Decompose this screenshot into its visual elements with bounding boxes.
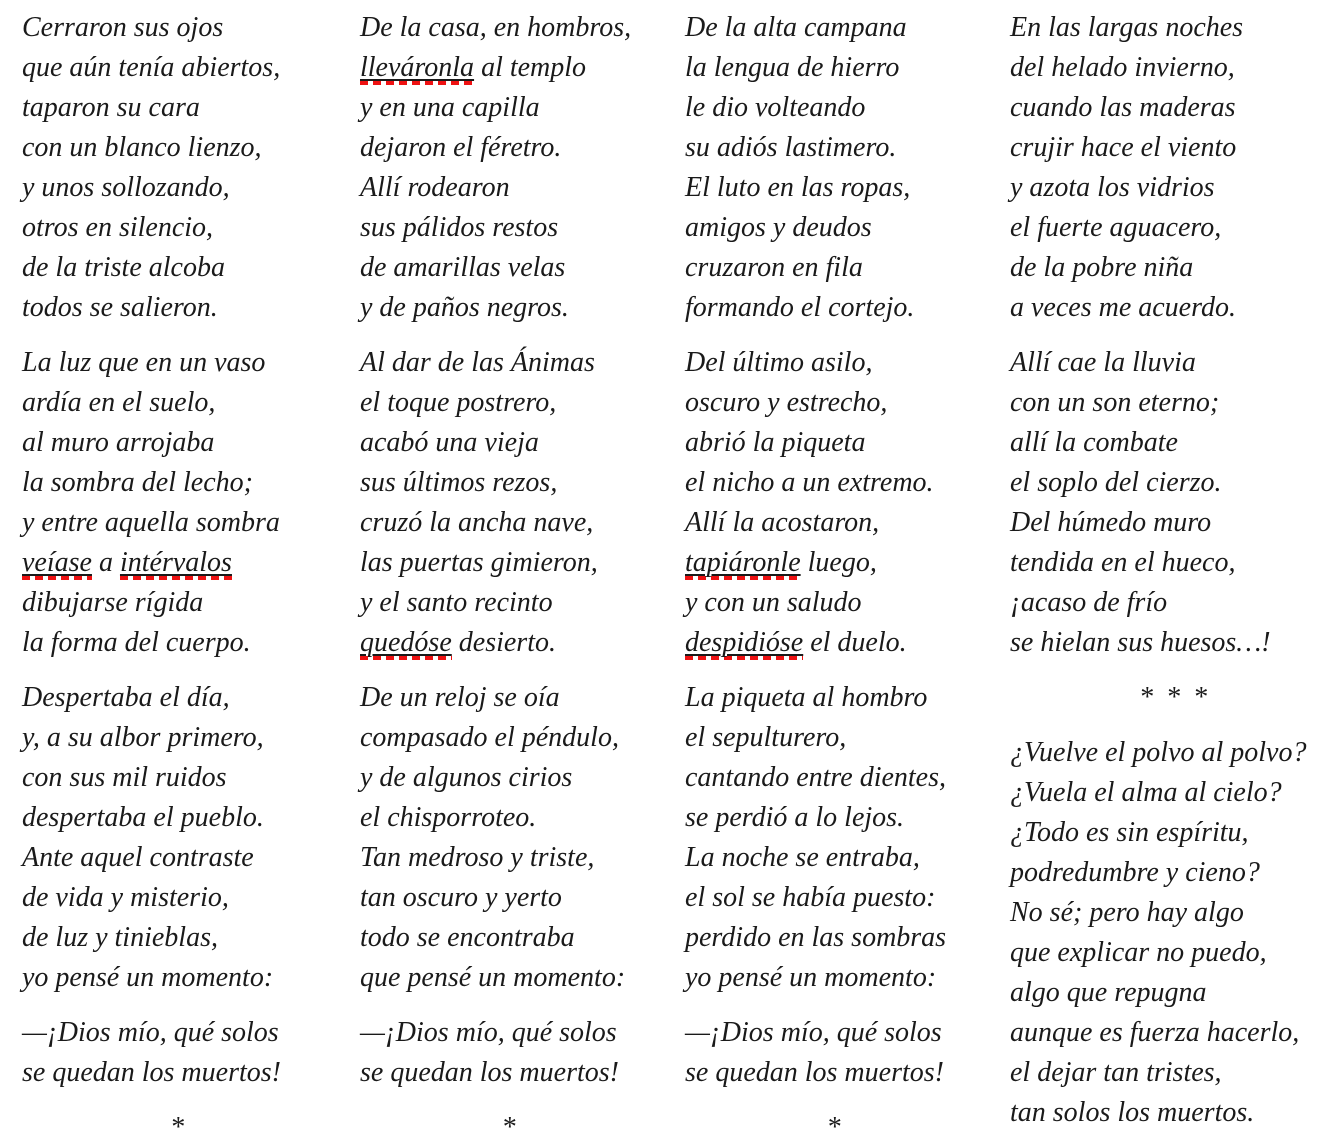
verse-line: Despertaba el día, xyxy=(22,682,230,713)
verse-line: con sus mil ruidos xyxy=(22,762,227,793)
verse-line: podredumbre y cieno? xyxy=(1010,857,1260,888)
stanza-separator-asterisks: * * * xyxy=(1139,682,1207,713)
verse-line: el chisporroteo. xyxy=(360,802,537,833)
stanza xyxy=(22,1013,360,1093)
stanza xyxy=(685,1013,1010,1093)
verse-line: Tan medroso y triste, xyxy=(360,842,595,873)
verse-line: se perdió a lo lejos. xyxy=(685,802,905,833)
verse-line: La noche se entraba, xyxy=(685,842,920,873)
verse-line: formando el cortejo. xyxy=(685,292,915,323)
annotated-word[interactable]: lleváronla xyxy=(360,52,475,83)
verse-line xyxy=(360,623,685,663)
verse-line: De la casa, en hombros, xyxy=(360,12,632,43)
verse-line: dejaron el féretro. xyxy=(360,132,562,163)
section-break-asterisk: * xyxy=(826,1112,841,1143)
verse-line: Del último asilo, xyxy=(685,347,873,378)
verse-line: Al dar de las Ánimas xyxy=(360,347,595,378)
verse-line: con un blanco lienzo, xyxy=(22,132,262,163)
verse-line: acabó una vieja xyxy=(360,427,539,458)
verse-line: En las largas noches xyxy=(1010,12,1244,43)
verse-line: de amarillas velas xyxy=(360,252,566,283)
verse-line: y de paños negros. xyxy=(360,292,569,323)
verse-line: Allí rodearon xyxy=(360,172,510,203)
verse-line: ¿Vuelve el polvo al polvo? xyxy=(1010,737,1307,768)
verse-line xyxy=(22,543,360,583)
verse-line: —¡Dios mío, qué solos xyxy=(685,1017,942,1048)
poem-column-2 xyxy=(360,8,685,1146)
stanza xyxy=(685,343,1010,663)
verse-line: la forma del cuerpo. xyxy=(22,627,251,658)
verse-line: otros en silencio, xyxy=(22,212,214,243)
verse-line: abrió la piqueta xyxy=(685,427,866,458)
verse-line: y con un saludo xyxy=(685,587,862,618)
verse-line: de la pobre niña xyxy=(1010,252,1194,283)
verse-line: y el santo recinto xyxy=(360,587,553,618)
annotated-word[interactable]: quedóse xyxy=(360,627,452,658)
verse-line: sus pálidos restos xyxy=(360,212,559,243)
verse-line: cruzó la ancha nave, xyxy=(360,507,594,538)
stanza xyxy=(685,8,1010,328)
verse-line: cuando las maderas xyxy=(1010,92,1236,123)
verse-line: las puertas gimieron, xyxy=(360,547,598,578)
verse-line: la lengua de hierro xyxy=(685,52,900,83)
annotated-word[interactable]: intérvalos xyxy=(119,547,232,578)
verse-text: a xyxy=(91,547,120,578)
verse-line: y azota los vidrios xyxy=(1010,172,1215,203)
verse-line: —¡Dios mío, qué solos xyxy=(22,1017,279,1048)
verse-line: perdido en las sombras xyxy=(685,922,947,953)
verse-line: la sombra del lecho; xyxy=(22,467,253,498)
verse-text: el duelo. xyxy=(803,627,907,658)
verse-line: De la alta campana xyxy=(685,12,907,43)
verse-line: algo que repugna xyxy=(1010,977,1207,1008)
verse-line: cantando entre dientes, xyxy=(685,762,947,793)
verse-line: De un reloj se oía xyxy=(360,682,560,713)
verse-line: y, a su albor primero, xyxy=(22,722,264,753)
verse-line: el soplo del cierzo. xyxy=(1010,467,1222,498)
verse-line: Allí cae la lluvia xyxy=(1010,347,1196,378)
verse-line: tendida en el hueco, xyxy=(1010,547,1236,578)
verse-line: —¡Dios mío, qué solos xyxy=(360,1017,617,1048)
verse-line: que aún tenía abiertos, xyxy=(22,52,281,83)
verse-line: de luz y tinieblas, xyxy=(22,922,218,953)
verse-line: Del húmedo muro xyxy=(1010,507,1212,538)
stanza xyxy=(1010,733,1336,1133)
verse-line: yo pensé un momento: xyxy=(685,962,937,993)
verse-line: al muro arrojaba xyxy=(22,427,215,458)
verse-line: ¿Todo es sin espíritu, xyxy=(1010,817,1249,848)
verse-line: Cerraron sus ojos xyxy=(22,12,224,43)
verse-line: se quedan los muertos! xyxy=(22,1057,281,1088)
stanza xyxy=(685,678,1010,998)
annotated-word[interactable]: despidióse xyxy=(685,627,804,658)
verse-line: La piqueta al hombro xyxy=(685,682,928,713)
stanza xyxy=(360,678,685,998)
verse-line: con un son eterno; xyxy=(1010,387,1220,418)
stanza xyxy=(360,1013,685,1093)
verse-line: se quedan los muertos! xyxy=(360,1057,619,1088)
verse-line: y entre aquella sombra xyxy=(22,507,280,538)
verse-line: Allí la acostaron, xyxy=(685,507,880,538)
verse-line: tan solos los muertos. xyxy=(1010,1097,1255,1128)
stanza xyxy=(22,678,360,998)
verse-line: tan oscuro y yerto xyxy=(360,882,562,913)
verse-text: al templo xyxy=(474,52,587,83)
poem-column-1 xyxy=(22,8,360,1146)
verse-line: despertaba el pueblo. xyxy=(22,802,264,833)
verse-line: todo se encontraba xyxy=(360,922,575,953)
verse-line: cruzaron en fila xyxy=(685,252,863,283)
stanza xyxy=(22,8,360,328)
verse-line: amigos y deudos xyxy=(685,212,872,243)
verse-line: ardía en el suelo, xyxy=(22,387,216,418)
verse-line: de vida y misterio, xyxy=(22,882,229,913)
verse-line: se quedan los muertos! xyxy=(685,1057,944,1088)
poem-column-4 xyxy=(1010,8,1336,1146)
verse-line: ¿Vuela el alma al cielo? xyxy=(1010,777,1282,808)
verse-line: ¡acaso de frío xyxy=(1010,587,1168,618)
section-break-asterisk: * xyxy=(170,1112,184,1143)
annotated-word[interactable]: veíase xyxy=(22,547,92,578)
verse-line: La luz que en un vaso xyxy=(22,347,266,378)
verse-line: y unos sollozando, xyxy=(22,172,230,203)
verse-line: crujir hace el viento xyxy=(1010,132,1237,163)
verse-line: el sol se había puesto: xyxy=(685,882,936,913)
verse-line: le dio volteando xyxy=(685,92,866,123)
verse-line: del helado invierno, xyxy=(1010,52,1235,83)
stanza xyxy=(360,343,685,663)
verse-line: que explicar no puedo, xyxy=(1010,937,1267,968)
verse-line: allí la combate xyxy=(1010,427,1178,458)
verse-line: Ante aquel contraste xyxy=(22,842,254,873)
verse-line: compasado el péndulo, xyxy=(360,722,619,753)
verse-line: aunque es fuerza hacerlo, xyxy=(1010,1017,1300,1048)
verse-line xyxy=(685,543,1010,583)
verse-line: sus últimos rezos, xyxy=(360,467,558,498)
verse-line: el toque postrero, xyxy=(360,387,557,418)
verse-line: su adiós lastimero. xyxy=(685,132,897,163)
verse-text: desierto. xyxy=(451,627,556,658)
verse-line: y de algunos cirios xyxy=(360,762,573,793)
verse-line: yo pensé un momento: xyxy=(22,962,274,993)
stanza xyxy=(360,8,685,328)
verse-line: el fuerte aguacero, xyxy=(1010,212,1222,243)
verse-line: dibujarse rígida xyxy=(22,587,204,618)
verse-line xyxy=(685,623,1010,663)
stanza xyxy=(22,343,360,663)
verse-line: se hielan sus huesos…! xyxy=(1010,627,1271,658)
verse-line: taparon su cara xyxy=(22,92,200,123)
verse-line xyxy=(360,48,685,88)
verse-line: de la triste alcoba xyxy=(22,252,225,283)
verse-line: el nicho a un extremo. xyxy=(685,467,934,498)
poem-column-3 xyxy=(685,8,1010,1146)
verse-line: el sepulturero, xyxy=(685,722,847,753)
verse-line: que pensé un momento: xyxy=(360,962,626,993)
verse-line: y en una capilla xyxy=(360,92,540,123)
stanza xyxy=(1010,8,1336,328)
verse-line: El luto en las ropas, xyxy=(685,172,911,203)
stanza xyxy=(1010,343,1336,663)
verse-line: oscuro y estrecho, xyxy=(685,387,888,418)
annotated-word[interactable]: tapiáronle xyxy=(685,547,801,578)
section-break-asterisk: * xyxy=(501,1112,516,1143)
verse-line: No sé; pero hay algo xyxy=(1010,897,1244,928)
verse-line: el dejar tan tristes, xyxy=(1010,1057,1222,1088)
verse-line: todos se salieron. xyxy=(22,292,218,323)
verse-text: luego, xyxy=(800,547,877,578)
verse-line: a veces me acuerdo. xyxy=(1010,292,1236,323)
